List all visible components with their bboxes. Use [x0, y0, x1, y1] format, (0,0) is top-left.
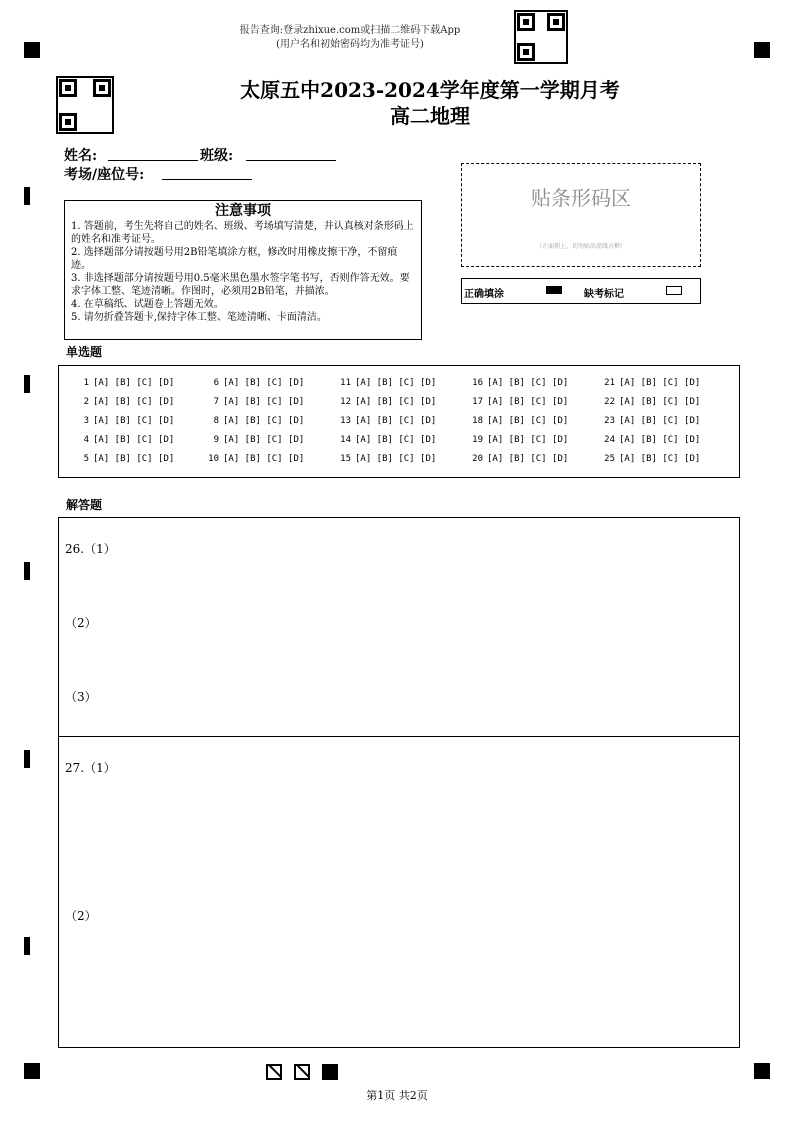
timing-mark	[24, 375, 30, 393]
question-number: 9	[213, 435, 219, 445]
answer-options[interactable]: [A] [B] [C] [D]	[619, 378, 701, 388]
page-title: 太原五中2023-2024学年度第一学期月考	[240, 78, 620, 102]
notice-item: 3. 非选择题部分请按题号用0.5毫米黑色墨水签字笔书写，否则作答无效。要求字体工整、笔迹清晰。作图时，必须用2B铅笔，并描浓。	[71, 273, 410, 297]
name-label: 姓名:	[64, 148, 98, 164]
answer-options[interactable]: [A] [B] [C] [D]	[93, 416, 175, 426]
app-qr-code[interactable]	[514, 10, 568, 64]
question-number: 5	[83, 454, 89, 464]
question-number: 18	[472, 416, 483, 426]
single-choice-grid	[58, 365, 740, 478]
question-10-options[interactable]	[205, 453, 304, 465]
question-number: 25	[604, 454, 615, 464]
question-18-options[interactable]	[469, 415, 568, 427]
answer-options[interactable]: [A] [B] [C] [D]	[619, 435, 701, 445]
question-number: 2	[83, 397, 89, 407]
question-number: 10	[208, 454, 219, 464]
corner-marker-top-right	[754, 42, 770, 58]
answer-options[interactable]: [A] [B] [C] [D]	[93, 397, 175, 407]
fill-legend	[461, 278, 701, 304]
corner-marker-top-left	[24, 42, 40, 58]
answer-options[interactable]: [A] [B] [C] [D]	[355, 435, 437, 445]
answer-options[interactable]: [A] [B] [C] [D]	[355, 416, 437, 426]
notice-item: 1. 答题前，考生先将自己的姓名、班级、考场填写清楚，并认真核对条形码上的姓名和准考证号。	[71, 221, 414, 245]
class-label: 班级:	[200, 148, 234, 164]
barcode-area[interactable]	[461, 163, 701, 267]
answer-options[interactable]: [A] [B] [C] [D]	[355, 397, 437, 407]
question-number: 20	[472, 454, 483, 464]
answer-options[interactable]: [A] [B] [C] [D]	[487, 378, 569, 388]
q27-part2-label: （2）	[65, 909, 97, 923]
answer-options[interactable]: [A] [B] [C] [D]	[619, 397, 701, 407]
question-9-options[interactable]	[205, 434, 304, 446]
answer-options[interactable]: [A] [B] [C] [D]	[487, 397, 569, 407]
question-number: 3	[83, 416, 89, 426]
corner-marker-bottom-right	[754, 1063, 770, 1079]
question-number: 19	[472, 435, 483, 445]
question-number: 22	[604, 397, 615, 407]
question-6-options[interactable]	[205, 377, 304, 389]
answer-options[interactable]: [A] [B] [C] [D]	[355, 454, 437, 464]
question-19-options[interactable]	[469, 434, 568, 446]
question-number: 12	[340, 397, 351, 407]
page-id-mark	[294, 1064, 310, 1080]
timing-mark	[24, 937, 30, 955]
correct-fill-label: 正确填涂	[464, 289, 504, 300]
student-qr-code	[56, 76, 114, 134]
question-number: 16	[472, 378, 483, 388]
question-21-options[interactable]	[601, 377, 700, 389]
page-subtitle: 高二地理	[390, 104, 470, 128]
question-15-options[interactable]	[337, 453, 436, 465]
answer-options[interactable]: [A] [B] [C] [D]	[619, 416, 701, 426]
answer-options[interactable]: [A] [B] [C] [D]	[223, 435, 305, 445]
notice-heading: 注意事项	[215, 203, 271, 219]
question-number: 23	[604, 416, 615, 426]
question-13-options[interactable]	[337, 415, 436, 427]
answer-options[interactable]: [A] [B] [C] [D]	[223, 454, 305, 464]
question-5-options[interactable]	[75, 453, 174, 465]
timing-mark	[24, 750, 30, 768]
answer-options[interactable]: [A] [B] [C] [D]	[487, 416, 569, 426]
login-instruction: 报告查询:登录zhixue.com或扫描二维码下载App	[239, 25, 461, 36]
question-20-options[interactable]	[469, 453, 568, 465]
question-14-options[interactable]	[337, 434, 436, 446]
barcode-hint: （正面朝上，切勿贴出虚线方框）	[535, 243, 626, 250]
question-25-options[interactable]	[601, 453, 700, 465]
question-24-options[interactable]	[601, 434, 700, 446]
answer-box-q26[interactable]	[58, 517, 740, 737]
question-number: 13	[340, 416, 351, 426]
question-4-options[interactable]	[75, 434, 174, 446]
timing-mark	[24, 187, 30, 205]
question-16-options[interactable]	[469, 377, 568, 389]
name-field[interactable]	[108, 160, 198, 161]
question-number: 21	[604, 378, 615, 388]
answer-options[interactable]: [A] [B] [C] [D]	[93, 378, 175, 388]
login-sub-note: (用户名和初始密码均为准考证号)	[276, 39, 424, 50]
single-choice-label: 单选题	[66, 345, 103, 359]
question-number: 1	[83, 378, 89, 388]
question-23-options[interactable]	[601, 415, 700, 427]
answer-options[interactable]: [A] [B] [C] [D]	[93, 454, 175, 464]
answer-options[interactable]: [A] [B] [C] [D]	[355, 378, 437, 388]
correct-fill-example	[546, 286, 562, 294]
barcode-label: 贴条形码区	[531, 186, 631, 210]
absent-mark-label: 缺考标记	[584, 289, 624, 300]
q26-part3-label: （3）	[65, 690, 97, 704]
question-number: 6	[213, 378, 219, 388]
question-22-options[interactable]	[601, 396, 700, 408]
class-field[interactable]	[246, 160, 336, 161]
q26-part1-label: 26.（1）	[65, 542, 116, 556]
question-number: 11	[340, 378, 351, 388]
page-id-mark	[266, 1064, 282, 1080]
question-1-options[interactable]	[75, 377, 174, 389]
question-number: 4	[83, 435, 89, 445]
answer-options[interactable]: [A] [B] [C] [D]	[619, 454, 701, 464]
seat-label: 考场/座位号:	[64, 167, 145, 183]
seat-field[interactable]	[162, 179, 252, 180]
question-number: 7	[213, 397, 219, 407]
answer-options[interactable]: [A] [B] [C] [D]	[487, 454, 569, 464]
login-note	[210, 24, 490, 52]
page-number: 第1页 共2页	[366, 1089, 428, 1102]
absent-mark-checkbox[interactable]	[666, 286, 682, 295]
question-number: 24	[604, 435, 615, 445]
notice-item: 2. 选择题部分请按题号用2B铅笔填涂方框，修改时用橡皮擦干净，不留痕迹。	[71, 247, 398, 271]
page-id-mark-filled	[322, 1064, 338, 1080]
q27-part1-label: 27.（1）	[65, 761, 116, 775]
answer-box-q27[interactable]	[58, 736, 740, 1048]
answer-options[interactable]: [A] [B] [C] [D]	[223, 397, 305, 407]
answer-options[interactable]: [A] [B] [C] [D]	[93, 435, 175, 445]
question-number: 8	[213, 416, 219, 426]
question-number: 17	[472, 397, 483, 407]
notice-box	[64, 200, 422, 340]
question-7-options[interactable]	[205, 396, 304, 408]
notice-item: 5. 请勿折叠答题卡,保持字体工整、笔迹清晰、卡面清洁。	[71, 312, 327, 323]
question-11-options[interactable]	[337, 377, 436, 389]
question-17-options[interactable]	[469, 396, 568, 408]
answer-options[interactable]: [A] [B] [C] [D]	[223, 416, 305, 426]
notice-item: 4. 在草稿纸、试题卷上答题无效。	[71, 299, 224, 310]
timing-mark	[24, 562, 30, 580]
question-number: 14	[340, 435, 351, 445]
question-2-options[interactable]	[75, 396, 174, 408]
answer-options[interactable]: [A] [B] [C] [D]	[487, 435, 569, 445]
answer-options[interactable]: [A] [B] [C] [D]	[223, 378, 305, 388]
corner-marker-bottom-left	[24, 1063, 40, 1079]
q26-part2-label: （2）	[65, 616, 97, 630]
question-8-options[interactable]	[205, 415, 304, 427]
answer-section-label: 解答题	[66, 498, 103, 512]
question-3-options[interactable]	[75, 415, 174, 427]
question-12-options[interactable]	[337, 396, 436, 408]
question-number: 15	[340, 454, 351, 464]
